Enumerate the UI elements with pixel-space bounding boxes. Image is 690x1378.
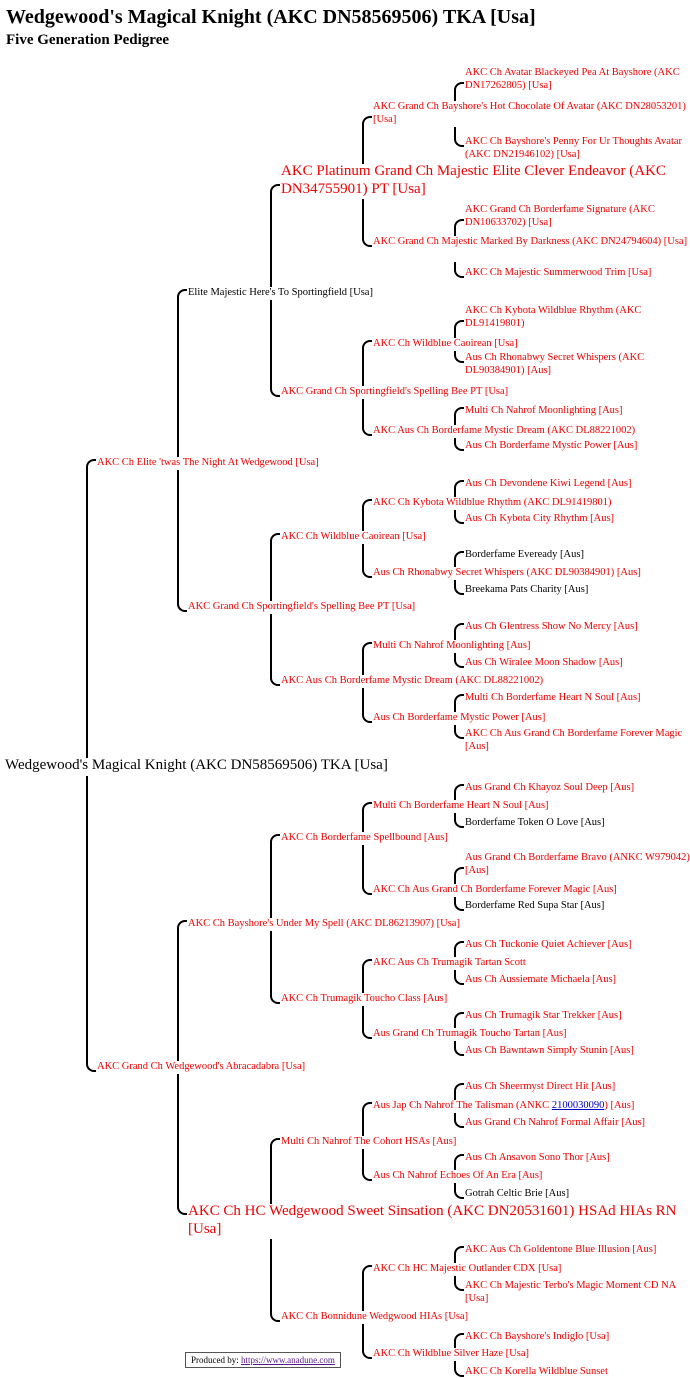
- pedigree-entry[interactable]: Multi Ch Nahrof Moonlighting [Aus]: [465, 405, 623, 416]
- pedigree-bracket: [177, 1074, 187, 1215]
- pedigree-bracket: [454, 1083, 464, 1100]
- pedigree-entry[interactable]: Aus Grand Ch Trumagik Toucho Tartan [Aus]: [373, 1028, 567, 1039]
- pedigree-bracket: [454, 351, 464, 363]
- pedigree-bracket: [454, 1361, 464, 1377]
- pedigree-bracket: [270, 184, 280, 288]
- pedigree-entry[interactable]: AKC Aus Ch Trumagik Tartan Scott: [373, 957, 526, 968]
- pedigree-entry[interactable]: AKC Grand Ch Majestic Marked By Darkness (AKC DN24794604) [Usa]: [373, 236, 688, 247]
- pedigree-entry[interactable]: AKC Ch Wildblue Silver Haze [Usa]: [373, 1348, 529, 1359]
- pedigree-bracket: [270, 931, 280, 1004]
- pedigree-bracket: [454, 694, 464, 712]
- pedigree-bracket: [454, 867, 464, 884]
- pedigree-entry[interactable]: AKC Grand Ch Sportingfield's Spelling Bee PT [Usa]: [188, 601, 416, 612]
- pedigree-bracket: [454, 480, 464, 497]
- pedigree-entry[interactable]: AKC Ch Aus Grand Ch Borderfame Forever Magic [Aus]: [465, 728, 683, 752]
- pedigree-bracket: [270, 834, 280, 918]
- pedigree-bracket: [362, 1006, 372, 1039]
- pedigree-bracket: [86, 459, 96, 758]
- page-subtitle: Five Generation Pedigree: [6, 32, 170, 48]
- pedigree-bracket: [362, 959, 372, 993]
- pedigree-bracket: [454, 1246, 464, 1263]
- pedigree-entry[interactable]: Aus Ch Kybota City Rhythm [Aus]: [465, 513, 615, 524]
- page-title: Wedgewood's Magical Knight (AKC DN58569506) TKA [Usa]: [6, 6, 536, 28]
- pedigree-entry: Elite Majestic Here's To Sportingfield [Usa]: [188, 287, 373, 298]
- pedigree-entry[interactable]: Aus Grand Ch Nahrof Formal Affair [Aus]: [465, 1117, 646, 1128]
- pedigree-entry[interactable]: Aus Ch Rhonabwy Secret Whispers (AKC DL90384901) [Aus]: [465, 352, 645, 376]
- pedigree-entry[interactable]: AKC Ch Bayshore's Penny For Ur Thoughts Avatar (AKC DN21946102) [Usa]: [465, 136, 683, 160]
- pedigree-bracket: [86, 776, 96, 1073]
- pedigree-bracket: [454, 1113, 464, 1128]
- pedigree-bracket: [177, 920, 187, 1061]
- pedigree-entry[interactable]: AKC Ch Majestic Summerwood Trim [Usa]: [465, 267, 652, 278]
- pedigree-entry[interactable]: Aus Ch Rhonabwy Secret Whispers (AKC DL90384901) [Aus]: [373, 567, 641, 578]
- pedigree-entry: Borderfame Eveready [Aus]: [465, 549, 584, 560]
- pedigree-bracket: [454, 1154, 464, 1170]
- pedigree-entry[interactable]: AKC Ch Aus Grand Ch Borderfame Forever Magic [Aus]: [373, 884, 617, 895]
- registration-number-link[interactable]: 2100030090: [551, 1100, 605, 1111]
- pedigree-bracket: [454, 219, 464, 236]
- pedigree-entry[interactable]: AKC Grand Ch Borderfame Signature (AKC DN10633702) [Usa]: [465, 204, 655, 228]
- pedigree-entry[interactable]: Aus Ch Tuckonie Quiet Achiever [Aus]: [465, 939, 632, 950]
- pedigree-bracket: [362, 399, 372, 436]
- pedigree-bracket: [454, 1183, 464, 1199]
- pedigree-bracket: [362, 499, 372, 531]
- pedigree-entry[interactable]: Aus Ch Wiralee Moon Shadow [Aus]: [465, 657, 623, 668]
- pedigree-entry[interactable]: AKC Ch Wildblue Caoirean [Usa]: [373, 338, 518, 349]
- pedigree-bracket: [362, 116, 372, 164]
- pedigree-bracket: [454, 941, 464, 957]
- pedigree-bracket: [362, 688, 372, 723]
- pedigree-entry[interactable]: AKC Ch Wildblue Caoirean [Usa]: [281, 531, 426, 542]
- pedigree-entry: Borderfame Red Supa Star [Aus]: [465, 900, 605, 911]
- pedigree-bracket: [454, 725, 464, 739]
- produced-by-box: [185, 1352, 341, 1368]
- pedigree-bracket: [454, 320, 464, 338]
- pedigree-entry[interactable]: AKC Ch HC Wedgewood Sweet Sinsation (AKC DN20531601) HSAd HIAs RN [Usa]: [188, 1203, 677, 1237]
- pedigree-entry[interactable]: AKC Ch Bonnidune Wedgwood HIAs [Usa]: [281, 1311, 469, 1322]
- pedigree-bracket: [454, 897, 464, 911]
- pedigree-entry: Borderfame Token O Love [Aus]: [465, 817, 605, 828]
- pedigree-bracket: [454, 970, 464, 985]
- pedigree-entry: Breekama Pats Charity [Aus]: [465, 584, 589, 595]
- pedigree-entry[interactable]: Multi Ch Nahrof The Cohort HSAs [Aus]: [281, 1136, 457, 1147]
- pedigree-entry[interactable]: AKC Platinum Grand Ch Majestic Elite Clever Endeavor (AKC DN34755901) PT [Usa]: [281, 163, 666, 197]
- produced-by-label: Produced by:: [191, 1355, 239, 1365]
- pedigree-bracket: [362, 199, 372, 247]
- pedigree-bracket: [362, 802, 372, 832]
- pedigree-bracket: [362, 1265, 372, 1311]
- pedigree-entry[interactable]: Aus Ch Aussiemate Michaela [Aus]: [465, 974, 617, 985]
- pedigree-bracket: [454, 813, 464, 828]
- pedigree-bracket: [454, 1276, 464, 1291]
- pedigree-entry[interactable]: AKC Ch Kybota Wildblue Rhythm (AKC DL91419801): [465, 305, 642, 329]
- pedigree-bracket: [362, 544, 372, 578]
- pedigree-entry[interactable]: AKC Grand Ch Sportingfield's Spelling Bee PT [Usa]: [281, 386, 509, 397]
- pedigree-bracket: [454, 580, 464, 595]
- entry-text[interactable]: ) [Aus]: [604, 1100, 635, 1111]
- pedigree-bracket: [454, 510, 464, 524]
- produced-by-link[interactable]: https://www.anadune.com: [241, 1355, 335, 1365]
- pedigree-bracket: [454, 1041, 464, 1056]
- pedigree-bracket: [362, 642, 372, 675]
- pedigree-entry: Gotrah Celtic Brie [Aus]: [465, 1188, 570, 1199]
- pedigree-entry[interactable]: Aus Ch Trumagik Star Trekker [Aus]: [465, 1010, 622, 1021]
- pedigree-entry[interactable]: AKC Ch Kybota Wildblue Rhythm (AKC DL91419801): [373, 497, 612, 508]
- pedigree-entry[interactable]: AKC Ch Trumagik Toucho Class [Aus]: [281, 993, 448, 1004]
- pedigree-entry[interactable]: AKC Ch Avatar Blackeyed Pea At Bayshore (AKC DN17262805) [Usa]: [465, 67, 680, 91]
- pedigree-bracket: [270, 1239, 280, 1322]
- pedigree-entry[interactable]: Aus Grand Ch Borderfame Bravo (ANKC W979042) [Aus]: [465, 852, 690, 876]
- pedigree-entry[interactable]: Aus Ch Borderfame Mystic Power [Aus]: [373, 712, 546, 723]
- pedigree-bracket: [362, 340, 372, 386]
- pedigree-bracket: [177, 289, 187, 457]
- pedigree-bracket: [454, 262, 464, 278]
- pedigree-entry[interactable]: Aus Ch Ansavon Sono Thor [Aus]: [465, 1152, 610, 1163]
- pedigree-bracket: [454, 82, 464, 101]
- pedigree-bracket: [270, 533, 280, 601]
- pedigree-entry[interactable]: AKC Ch Majestic Terbo's Magic Moment CD NA [Usa]: [465, 1280, 676, 1304]
- pedigree-entry[interactable]: AKC Aus Ch Borderfame Mystic Dream (AKC DL88221002): [373, 425, 636, 436]
- pedigree-bracket: [454, 623, 464, 640]
- pedigree-bracket: [454, 1333, 464, 1348]
- pedigree-entry[interactable]: AKC Grand Ch Bayshore's Hot Chocolate Of Avatar (AKC DN28053201) [Usa]: [373, 101, 686, 125]
- pedigree-entry[interactable]: Aus Ch Nahrof Echoes Of An Era [Aus]: [373, 1170, 543, 1181]
- pedigree-entry[interactable]: AKC Ch Bayshore's Indiglo [Usa]: [465, 1331, 610, 1342]
- pedigree-bracket: [454, 551, 464, 567]
- pedigree-entry[interactable]: Aus Ch Devondene Kiwi Legend [Aus]: [465, 478, 632, 489]
- pedigree-bracket: [362, 1102, 372, 1136]
- pedigree-bracket: [177, 470, 187, 612]
- pedigree-entry[interactable]: AKC Ch Korella Wildblue Sunset: [465, 1366, 608, 1377]
- pedigree-entry[interactable]: AKC Aus Ch Goldentone Blue Illusion [Aus]: [465, 1244, 657, 1255]
- pedigree-bracket: [454, 1012, 464, 1028]
- pedigree-entry[interactable]: AKC Ch Borderfame Spellbound [Aus]: [281, 832, 448, 843]
- entry-text[interactable]: Aus Jap Ch Nahrof The Talisman (ANKC: [373, 1100, 552, 1111]
- pedigree-entry[interactable]: AKC Aus Ch Borderfame Mystic Dream (AKC DL88221002): [281, 675, 544, 686]
- pedigree-bracket: [454, 653, 464, 668]
- pedigree-bracket: [270, 300, 280, 397]
- pedigree-entry[interactable]: AKC Ch Bayshore's Under My Spell (AKC DL86213907) [Usa]: [188, 918, 460, 929]
- pedigree-bracket: [362, 845, 372, 895]
- pedigree-entry[interactable]: Aus Ch Glentress Show No Mercy [Aus]: [465, 621, 638, 632]
- pedigree-bracket: [454, 127, 464, 147]
- pedigree-bracket: [362, 1324, 372, 1359]
- pedigree-bracket: [454, 438, 464, 451]
- pedigree-entry: Wedgewood's Magical Knight (AKC DN58569506) TKA [Usa]: [5, 757, 388, 773]
- pedigree-bracket: [454, 784, 464, 800]
- pedigree-entry[interactable]: [373, 1099, 688, 1112]
- pedigree-entry[interactable]: Multi Ch Nahrof Moonlighting [Aus]: [373, 640, 531, 651]
- pedigree-entry[interactable]: Aus Ch Sheermyst Direct Hit [Aus]: [465, 1081, 616, 1092]
- pedigree-entry[interactable]: AKC Grand Ch Wedgewood's Abracadabra [Usa]: [97, 1061, 306, 1072]
- pedigree-bracket: [270, 614, 280, 686]
- pedigree-bracket: [454, 407, 464, 425]
- pedigree-entry[interactable]: Aus Ch Borderfame Mystic Power [Aus]: [465, 440, 638, 451]
- pedigree-entry[interactable]: Multi Ch Borderfame Heart N Soul [Aus]: [465, 692, 641, 703]
- pedigree-bracket: [362, 1149, 372, 1181]
- pedigree-entry[interactable]: AKC Ch HC Majestic Outlander CDX [Usa]: [373, 1263, 562, 1274]
- pedigree-bracket: [270, 1138, 280, 1204]
- pedigree-entry[interactable]: Aus Grand Ch Khayoz Soul Deep [Aus]: [465, 782, 635, 793]
- pedigree-entry[interactable]: Multi Ch Borderfame Heart N Soul [Aus]: [373, 800, 549, 811]
- pedigree-entry[interactable]: Aus Ch Bawntawn Simply Stunin [Aus]: [465, 1045, 634, 1056]
- pedigree-entry[interactable]: AKC Ch Elite 'twas The Night At Wedgewood [Usa]: [97, 457, 319, 468]
